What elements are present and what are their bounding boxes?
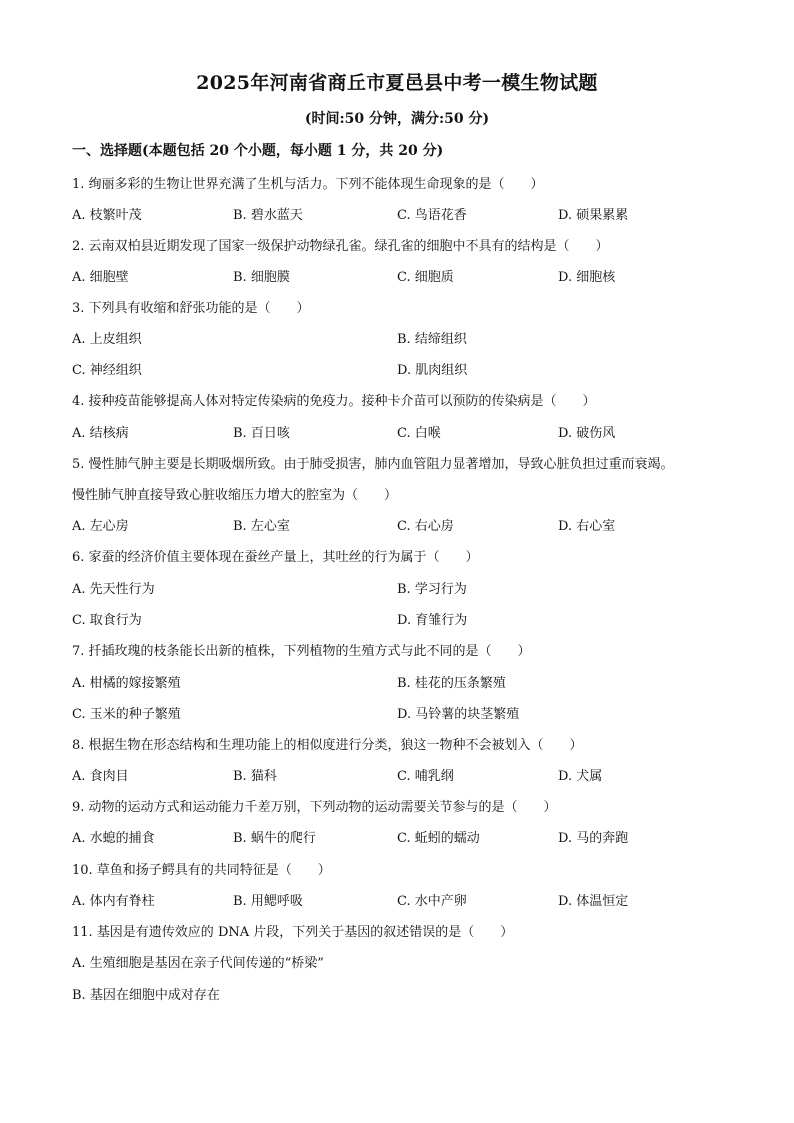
question-2-option-a: A. 细胞壁 (72, 270, 129, 285)
question-5-option-a: A. 左心房 (72, 519, 129, 534)
question-4-option-c: C. 白喉 (397, 426, 441, 441)
question-1-option-c: C. 鸟语花香 (397, 208, 467, 223)
question-6-option-b: B. 学习行为 (397, 582, 467, 597)
question-4-option-a: A. 结核病 (72, 426, 129, 441)
question-6-option-d: D. 育雏行为 (397, 613, 468, 628)
question-7-option-d: D. 马铃薯的块茎繁殖 (397, 707, 520, 722)
question-3-option-b: B. 结缔组织 (397, 332, 467, 347)
question-2-stem: 2. 云南双柏县近期发现了国家一级保护动物绿孔雀。绿孔雀的细胞中不具有的结构是（ ） (72, 239, 609, 254)
question-9-option-c: C. 蚯蚓的蠕动 (397, 831, 480, 846)
question-5-option-d: D. 右心室 (558, 519, 616, 534)
question-5-option-c: C. 右心房 (397, 519, 454, 534)
question-9-option-a: A. 水螅的捕食 (72, 831, 155, 846)
question-1-stem: 1. 绚丽多彩的生物让世界充满了生机与活力。下列不能体现生命现象的是（ ） (72, 177, 544, 192)
question-4-stem: 4. 接种疫苗能够提高人体对特定传染病的免疫力。接种卡介苗可以预防的传染病是（ ） (72, 394, 596, 409)
question-9-option-d: D. 马的奔跑 (558, 831, 629, 846)
question-7-option-a: A. 柑橘的嫁接繁殖 (72, 676, 181, 691)
question-3-stem: 3. 下列具有收缩和舒张功能的是（ ） (72, 301, 310, 316)
question-10-option-b: B. 用鳃呼吸 (233, 894, 303, 909)
section-heading: 一、选择题(本题包括 20 个小题，每小题 1 分，共 20 分) (72, 143, 444, 159)
question-1-option-d: D. 硕果累累 (558, 208, 629, 223)
question-11-option-a: A. 生殖细胞是基因在亲子代间传递的“桥梁” (72, 956, 324, 971)
question-6-stem: 6. 家蚕的经济价值主要体现在蚕丝产量上，其吐丝的行为属于（ ） (72, 550, 479, 565)
question-2-option-d: D. 细胞核 (558, 270, 616, 285)
question-8-stem: 8. 根据生物在形态结构和生理功能上的相似度进行分类，狼这一物种不会被划入（ ） (72, 738, 583, 753)
exam-time-score: (时间:50 分钟，满分:50 分) (304, 111, 490, 127)
question-8-option-b: B. 猫科 (233, 769, 277, 784)
question-8-option-a: A. 食肉目 (72, 769, 129, 784)
question-7-stem: 7. 扦插玫瑰的枝条能长出新的植株，下列植物的生殖方式与此不同的是（ ） (72, 644, 531, 659)
question-11-option-b: B. 基因在细胞中成对存在 (72, 988, 220, 1003)
question-10-option-a: A. 体内有脊柱 (72, 894, 155, 909)
question-3-option-c: C. 神经组织 (72, 363, 142, 378)
question-1-option-b: B. 碧水蓝天 (233, 208, 303, 223)
question-10-stem: 10. 草鱼和扬子鳄具有的共同特征是（ ） (72, 863, 331, 878)
question-5-stem: 5. 慢性肺气肿主要是长期吸烟所致。由于肺受损害，肺内血管阻力显著增加，导致心脏负担过重而衰竭。 (72, 457, 674, 472)
question-8-option-c: C. 哺乳纲 (397, 769, 454, 784)
question-2-option-c: C. 细胞质 (397, 270, 454, 285)
question-4-option-b: B. 百日咳 (233, 426, 290, 441)
question-5-option-b: B. 左心室 (233, 519, 290, 534)
question-5-stem-continued: 慢性肺气肿直接导致心脏收缩压力增大的腔室为（ ） (72, 488, 398, 503)
question-3-option-d: D. 肌肉组织 (397, 363, 468, 378)
question-6-option-c: C. 取食行为 (72, 613, 142, 628)
question-10-option-d: D. 体温恒定 (558, 894, 629, 909)
question-2-option-b: B. 细胞膜 (233, 270, 290, 285)
question-8-option-d: D. 犬属 (558, 769, 603, 784)
question-4-option-d: D. 破伤风 (558, 426, 616, 441)
question-9-option-b: B. 蜗牛的爬行 (233, 831, 316, 846)
question-10-option-c: C. 水中产卵 (397, 894, 467, 909)
question-9-stem: 9. 动物的运动方式和运动能力千差万别，下列动物的运动需要关节参与的是（ ） (72, 800, 557, 815)
question-7-option-c: C. 玉米的种子繁殖 (72, 707, 181, 722)
question-11-stem: 11. 基因是有遗传效应的 DNA 片段，下列关于基因的叙述错误的是（ ） (72, 925, 514, 940)
question-7-option-b: B. 桂花的压条繁殖 (397, 676, 506, 691)
question-1-option-a: A. 枝繁叶茂 (72, 208, 142, 223)
question-6-option-a: A. 先天性行为 (72, 582, 155, 597)
page-title: 2025年河南省商丘市夏邑县中考一模生物试题 (196, 72, 598, 94)
question-3-option-a: A. 上皮组织 (72, 332, 142, 347)
